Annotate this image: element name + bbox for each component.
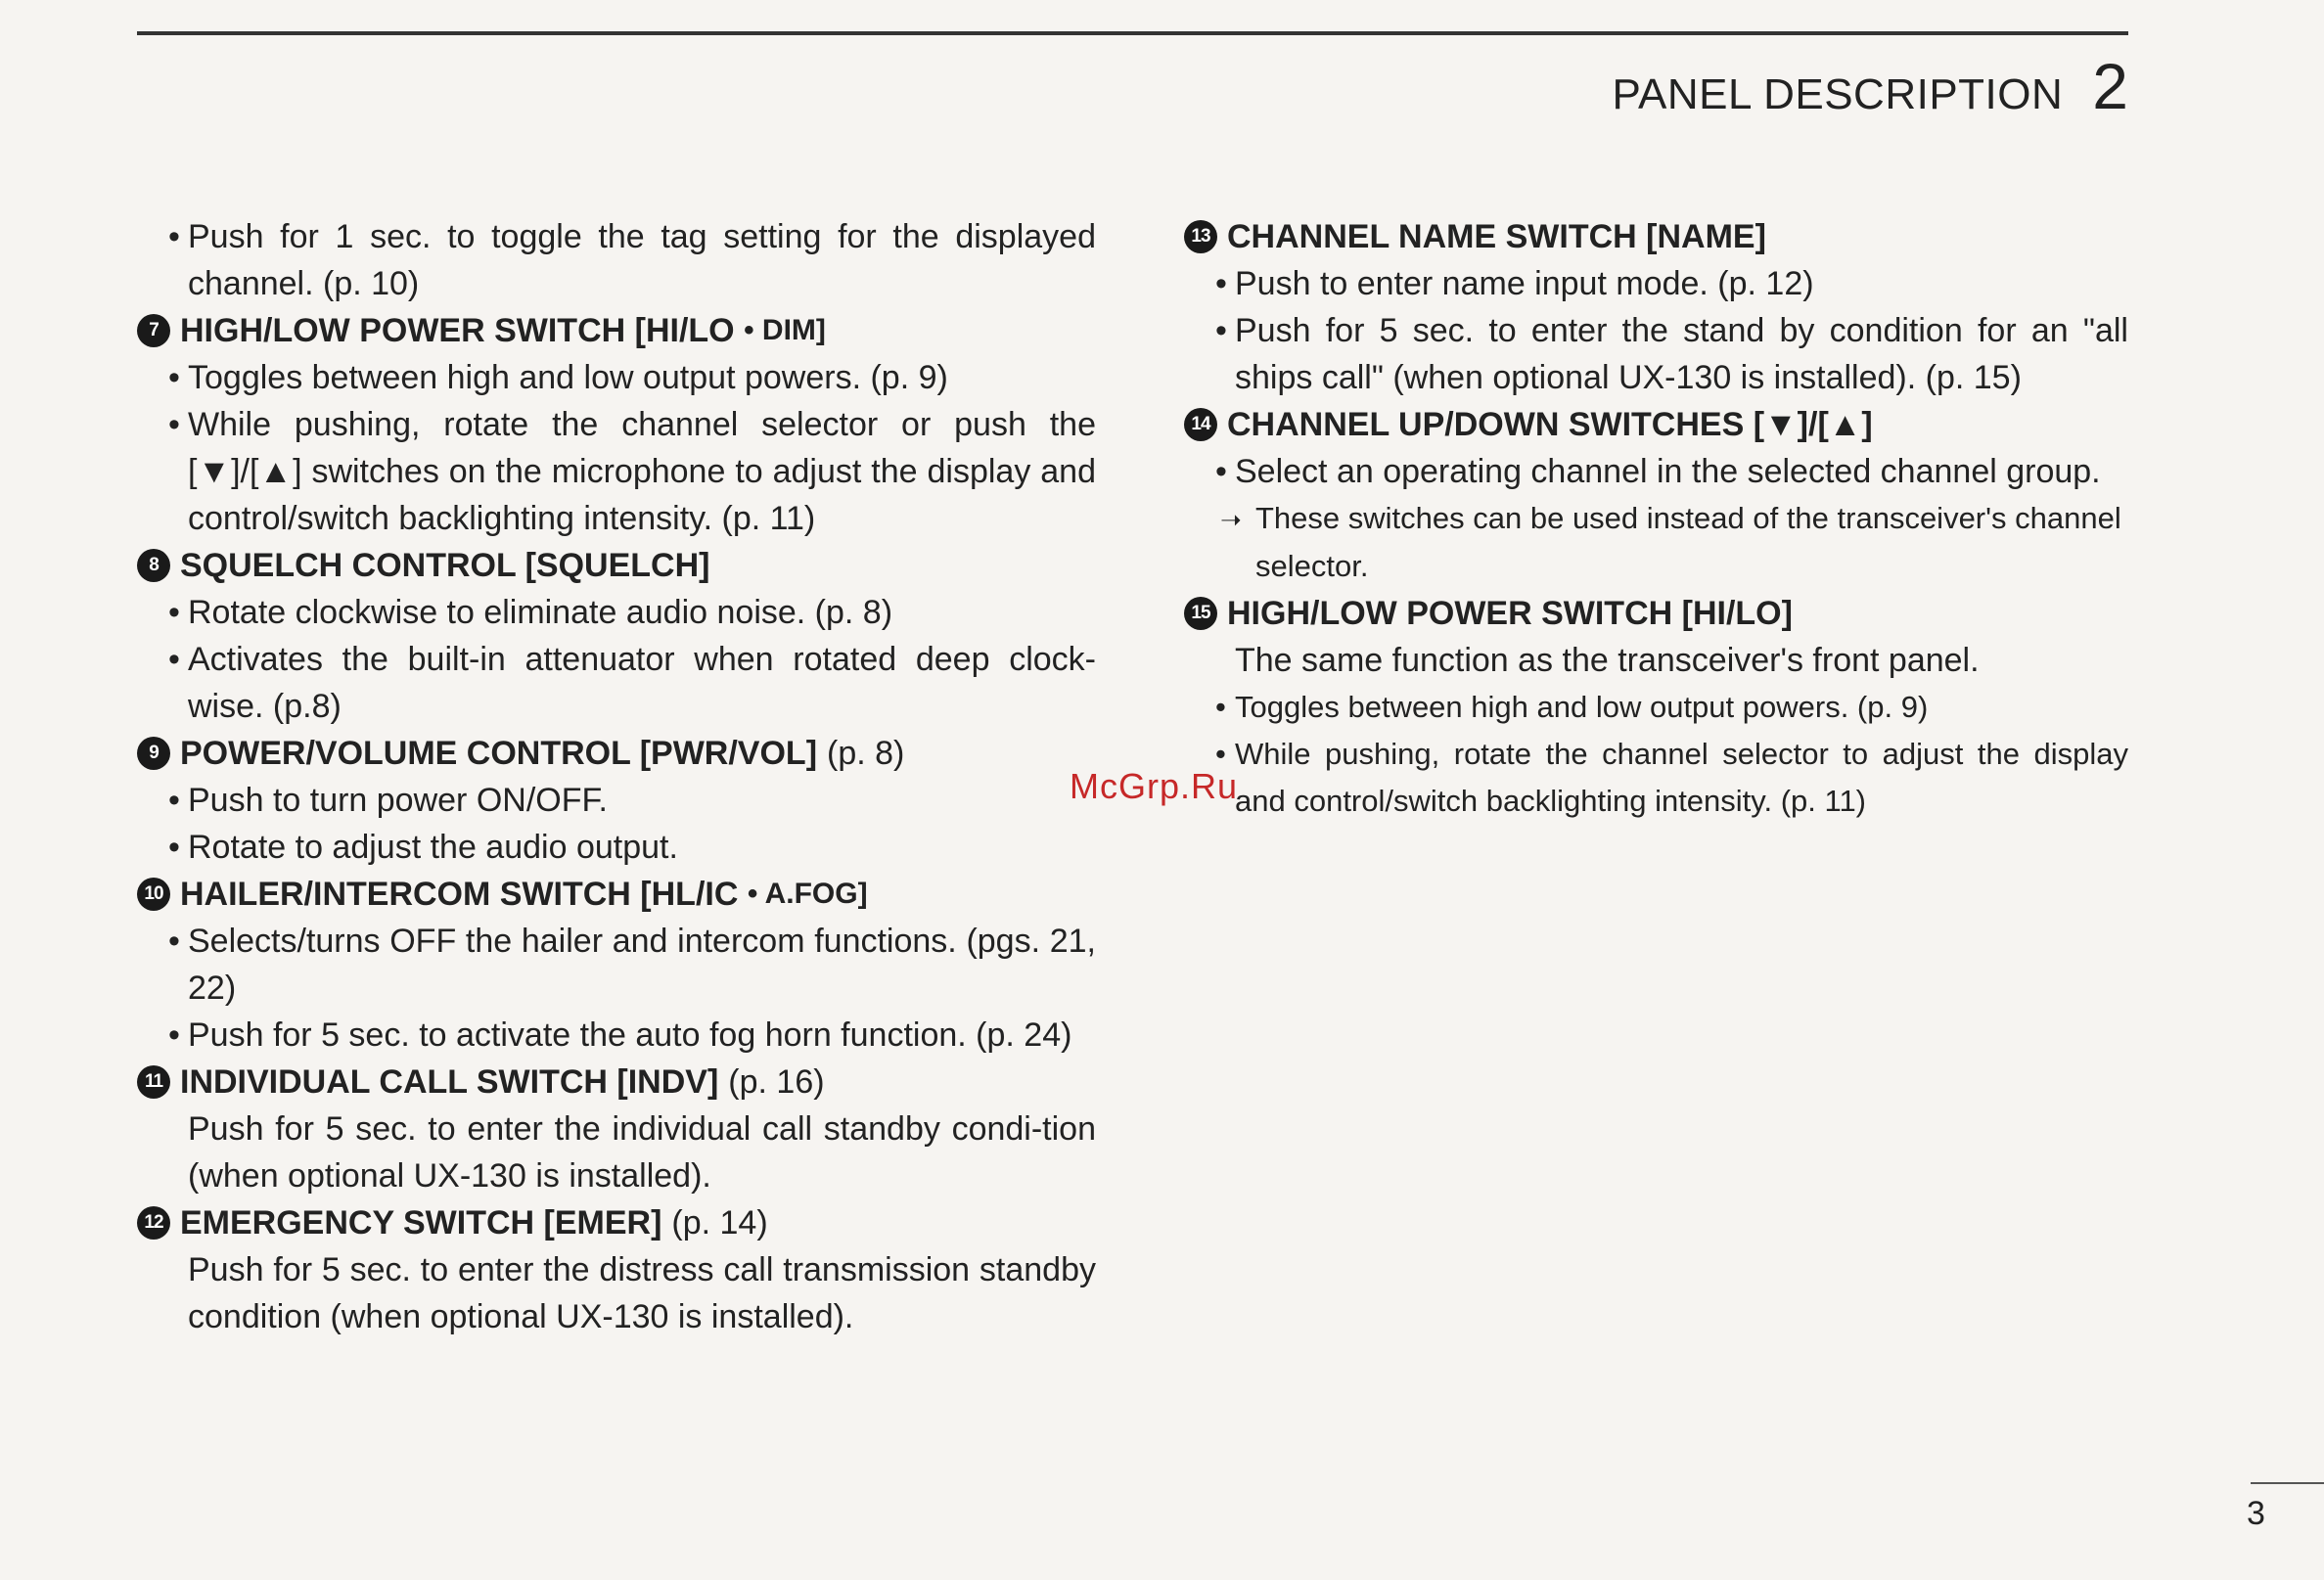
list-item: • Push for 1 sec. to toggle the tag setting for the displayed channel. (p. 10) — [137, 213, 1096, 307]
heading-text: HAILER/INTERCOM SWITCH [HL/IC — [180, 876, 739, 913]
section-heading-15 — [1184, 590, 2128, 637]
heading-text: INDIVIDUAL CALL SWITCH [INDV] — [180, 1063, 719, 1101]
section-heading-14 — [1184, 401, 2128, 448]
number-badge: 14 — [1184, 408, 1217, 441]
section-title: PANEL DESCRIPTION — [1612, 70, 2064, 118]
paragraph: The same function as the transceiver's front panel. — [1235, 642, 1980, 679]
heading-text: EMERGENCY SWITCH [EMER] — [180, 1204, 662, 1241]
section-heading-9 — [137, 730, 1096, 777]
number-badge: 7 — [137, 314, 170, 347]
page-ref: (p. 14) — [671, 1204, 768, 1241]
section-heading-7 — [137, 307, 1096, 354]
chapter-number: 2 — [2092, 50, 2128, 122]
number-badge: 13 — [1184, 220, 1217, 253]
number-badge: 12 — [137, 1206, 170, 1240]
list-item: • Toggles between high and low output powers. (p. 9) — [1184, 684, 2128, 731]
list-item: • Push to enter name input mode. (p. 12) — [1184, 260, 2128, 307]
number-badge: 8 — [137, 549, 170, 582]
list-item: • Rotate clockwise to eliminate audio noise. (p. 8) — [137, 589, 1096, 636]
paragraph: Push for 5 sec. to enter the distress call transmission standby condition (when optional UX-130 is installed). — [188, 1251, 1096, 1335]
page-ref: (p. 8) — [827, 735, 905, 772]
arrow-icon: ➝ — [1220, 505, 1242, 534]
heading-text: SQUELCH CONTROL [SQUELCH] — [180, 547, 710, 584]
list-item: • While pushing, rotate the channel selector or push the [▼]/[▲] switches on the microphone to adjust the display and control/switch backlighting intensity. (p. 11) — [137, 401, 1096, 542]
section-heading-10 — [137, 871, 1096, 918]
paragraph: Push for 5 sec. to enter the individual call standby condi-tion (when optional UX-130 is installed). — [188, 1110, 1096, 1195]
page-number: 3 — [2247, 1495, 2265, 1532]
heading-suffix: • A.FOG] — [747, 878, 868, 910]
heading-suffix: • DIM] — [744, 314, 826, 346]
watermark: McGrp.Ru — [1070, 766, 1239, 806]
list-item: • Push for 5 sec. to activate the auto fog horn function. (p. 24) — [137, 1012, 1096, 1059]
section-heading-8 — [137, 542, 1096, 589]
heading-text: CHANNEL NAME SWITCH [NAME] — [1227, 218, 1766, 255]
page-ref: (p. 16) — [728, 1063, 825, 1101]
page-header — [1612, 49, 2128, 123]
section-heading-12 — [137, 1199, 1096, 1246]
list-item: • Toggles between high and low output powers. (p. 9) — [137, 354, 1096, 401]
number-badge: 15 — [1184, 597, 1217, 630]
heading-text: HIGH/LOW POWER SWITCH [HI/LO — [180, 312, 735, 349]
number-badge: 11 — [137, 1065, 170, 1099]
section-heading-13 — [1184, 213, 2128, 260]
list-item: • Selects/turns OFF the hailer and intercom functions. (pgs. 21, 22) — [137, 918, 1096, 1012]
heading-text: POWER/VOLUME CONTROL [PWR/VOL] — [180, 735, 818, 772]
section-heading-11 — [137, 1059, 1096, 1106]
list-item: • Activates the built-in attenuator when rotated deep clock-wise. (p.8) — [137, 636, 1096, 730]
list-item: • Select an operating channel in the selected channel group. — [1184, 448, 2128, 495]
left-column — [137, 213, 1096, 1340]
note — [1184, 495, 2128, 590]
number-badge: 9 — [137, 737, 170, 770]
list-item: • Push for 5 sec. to enter the stand by condition for an "all ships call" (when optional UX-130 is installed). (p. 15) — [1184, 307, 2128, 401]
number-badge: 10 — [137, 878, 170, 911]
list-item: • While pushing, rotate the channel selector to adjust the display and control/switch backlighting intensity. (p. 11) — [1184, 731, 2128, 825]
heading-text: CHANNEL UP/DOWN SWITCHES [▼]/[▲] — [1227, 406, 1873, 443]
top-rule — [137, 31, 2128, 35]
heading-text: HIGH/LOW POWER SWITCH [HI/LO] — [1227, 595, 1793, 632]
page-rule — [2251, 1482, 2324, 1484]
note-text: These switches can be used instead of the transceiver's channel selector. — [1255, 501, 2121, 583]
right-column — [1184, 213, 2128, 825]
list-item: • Push to turn power ON/OFF. — [137, 777, 1096, 824]
list-item: • Rotate to adjust the audio output. — [137, 824, 1096, 871]
